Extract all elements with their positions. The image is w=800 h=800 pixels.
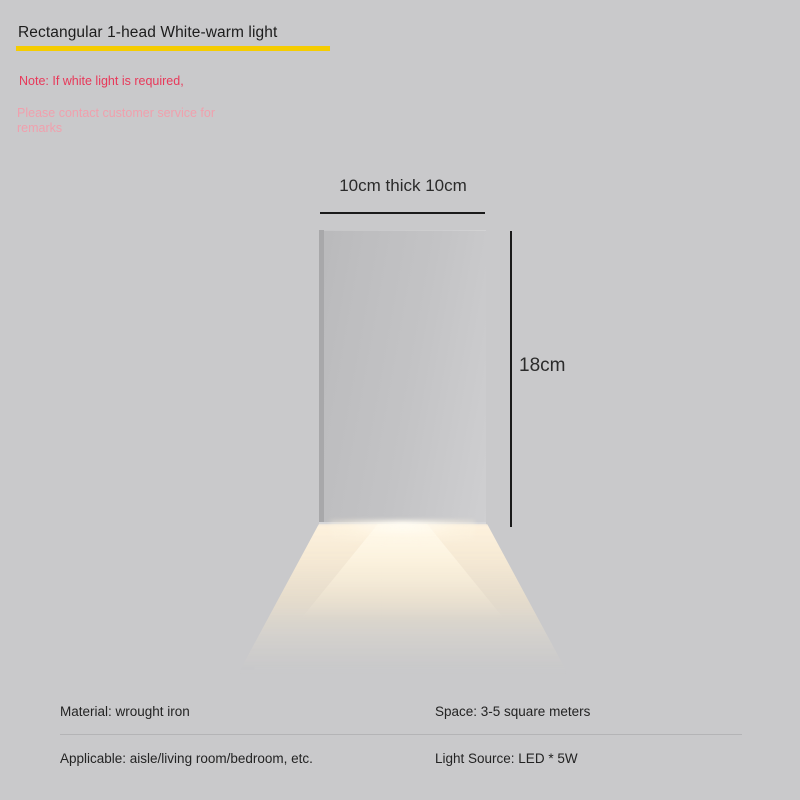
note-primary: Note: If white light is required, <box>19 74 184 88</box>
title-underline-highlight <box>16 46 330 51</box>
top-dimension-line <box>320 212 485 214</box>
table-row <box>60 735 742 781</box>
spec-applicable: Applicable: aisle/living room/bedroom, etc. <box>60 750 313 766</box>
lamp-body <box>319 230 486 526</box>
height-dimension-label: 18cm <box>519 355 566 376</box>
page-title: Rectangular 1-head White-warm light <box>18 24 278 41</box>
spec-material: Material: wrought iron <box>60 703 190 719</box>
light-source-glow <box>330 520 475 542</box>
height-dimension-line <box>510 231 512 527</box>
spec-space: Space: 3-5 square meters <box>435 703 591 719</box>
lamp-left-edge <box>319 230 324 526</box>
note-secondary: Please contact customer service for remarks <box>17 106 215 135</box>
table-row <box>60 688 742 735</box>
top-dimension-label: 10cm thick 10cm <box>339 176 467 195</box>
spec-light-source: Light Source: LED * 5W <box>435 750 578 766</box>
spec-table <box>60 688 742 781</box>
